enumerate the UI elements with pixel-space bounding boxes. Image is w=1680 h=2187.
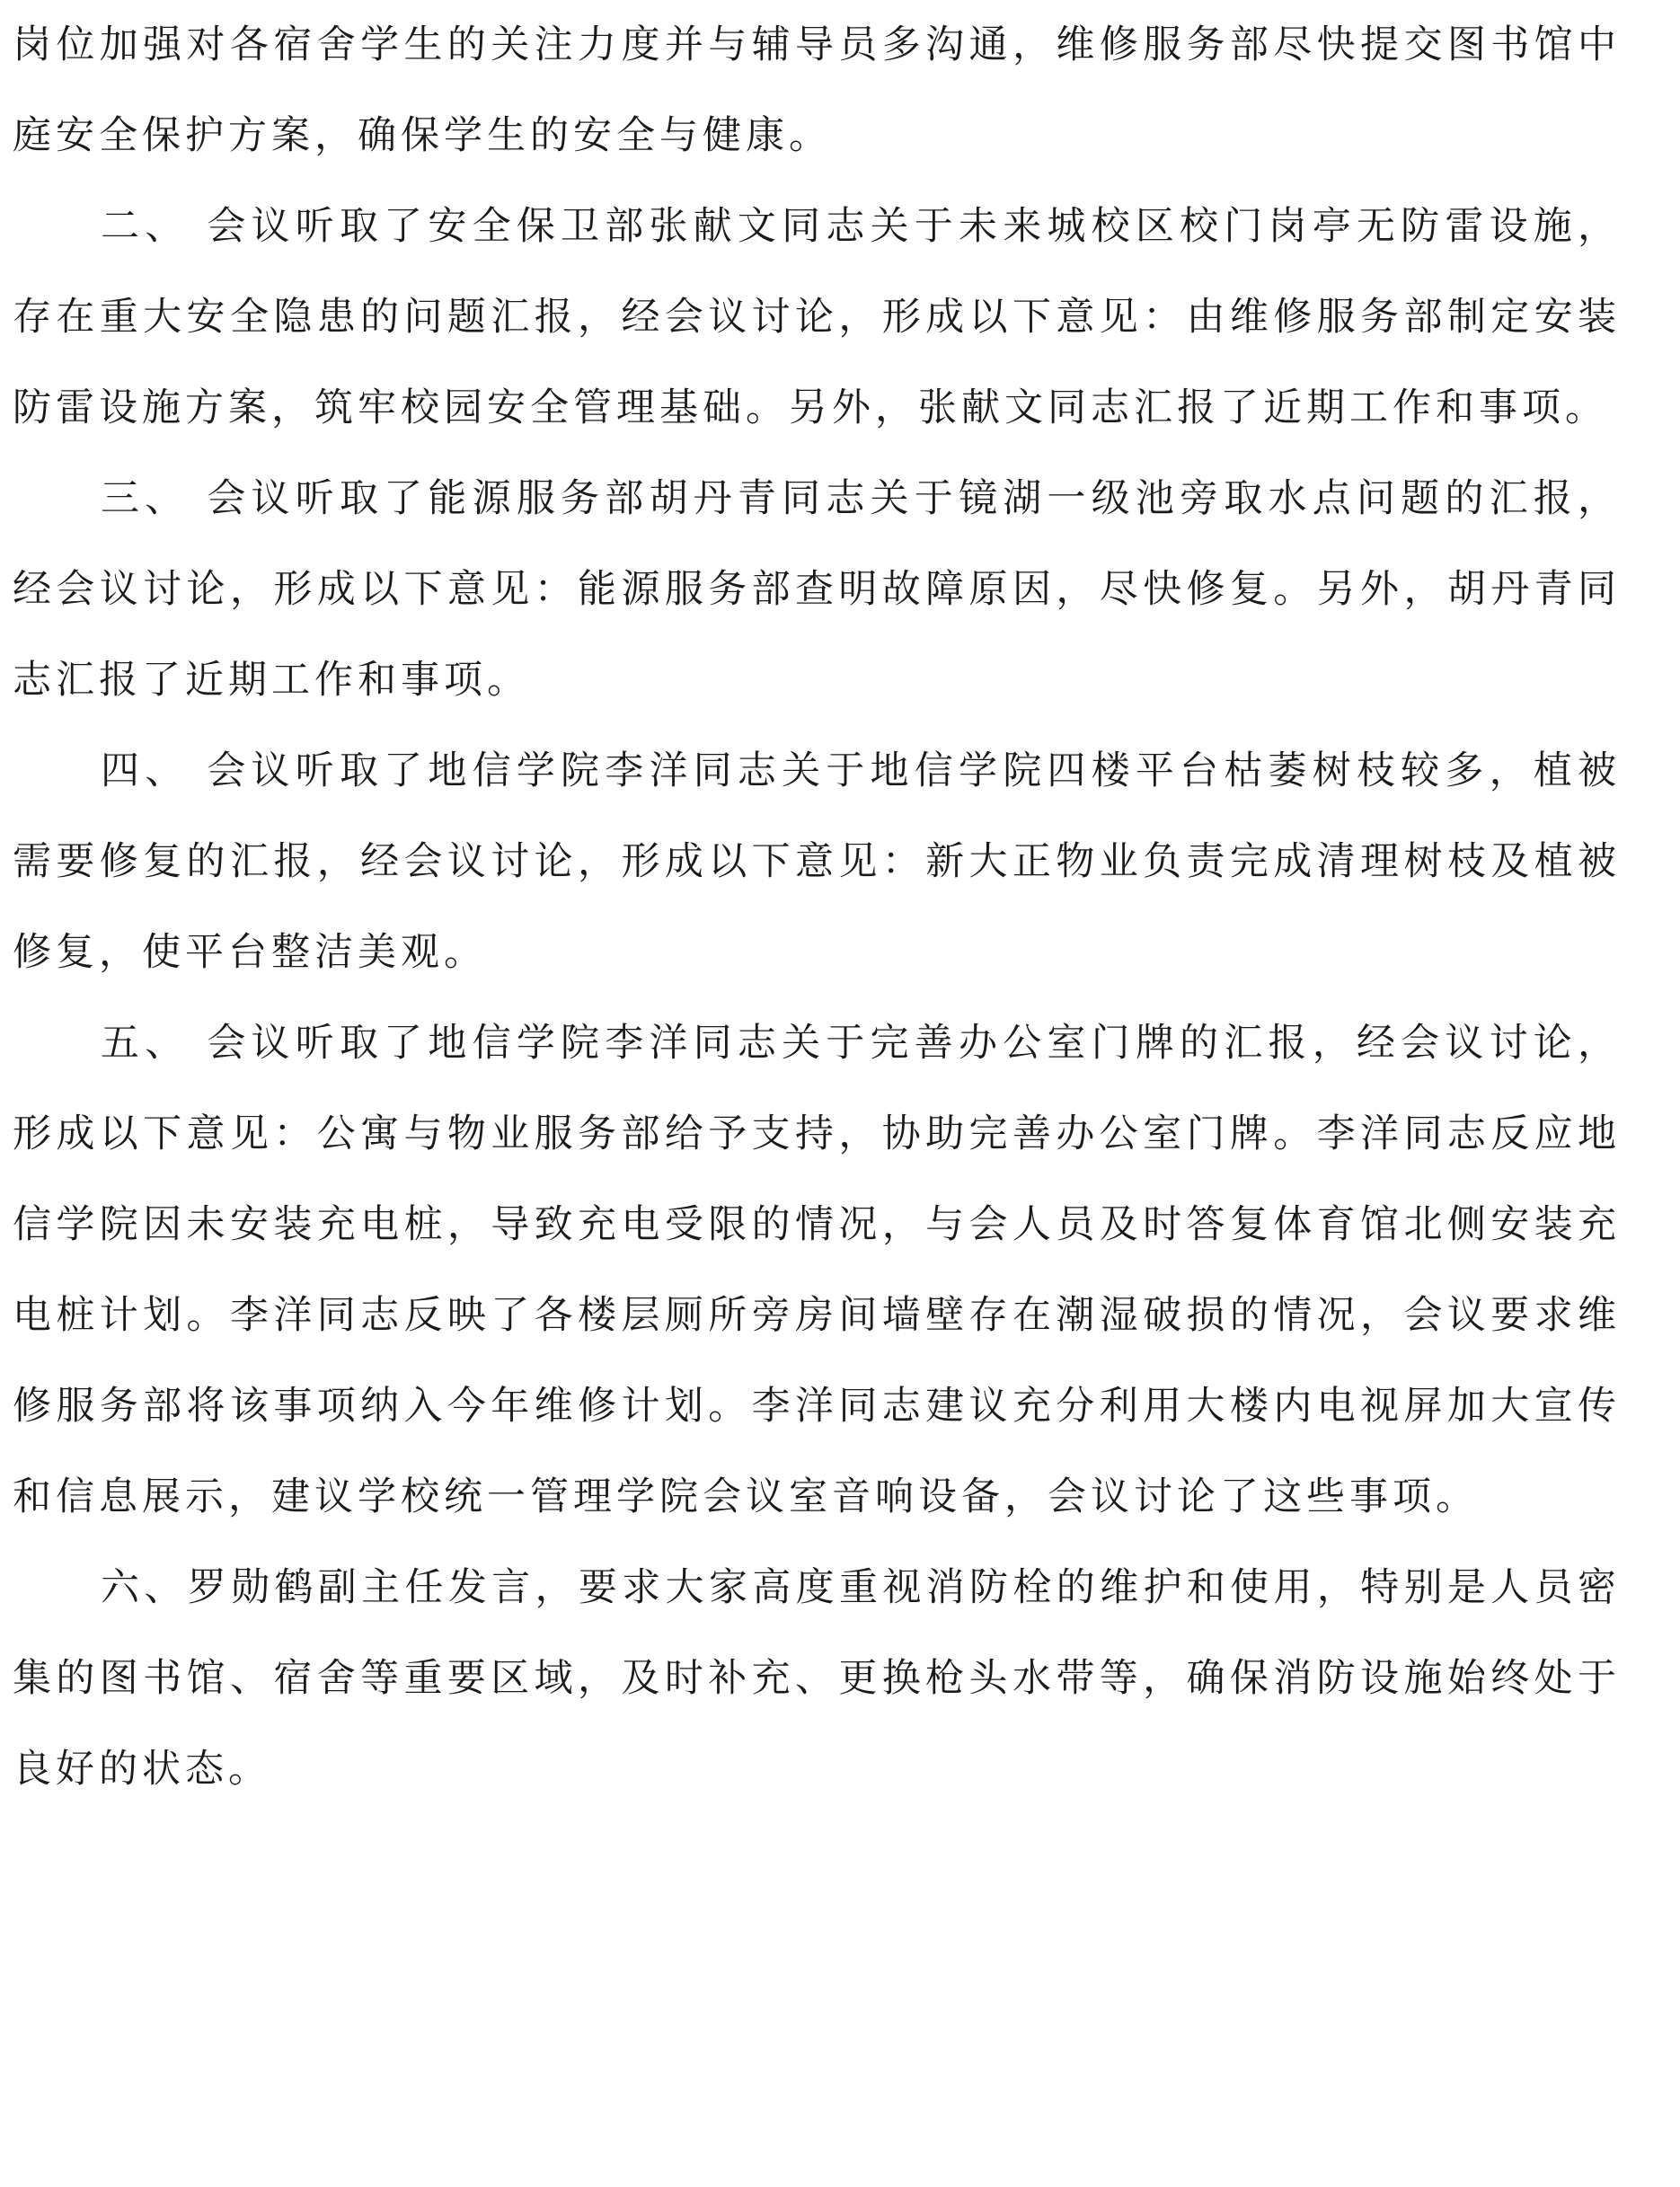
paragraph-continuation: 岗位加强对各宿舍学生的关注力度并与辅导员多沟通，维修服务部尽快提交图书馆中庭安全保护方案，确保学生的安全与健康。 [13,22,1621,158]
paragraph-item-3: 三、 会议听取了能源服务部胡丹青同志关于镜湖一级池旁取水点问题的汇报，经会议讨论，形成以下意见：能源服务部查明故障原因，尽快修复。另外，胡丹青同志汇报了近期工作和事项。 [13,476,1621,703]
paragraph-item-4: 四、 会议听取了地信学院李洋同志关于地信学院四楼平台枯萎树枝较多，植被需要修复的汇报，经会议讨论，形成以下意见：新大正物业负责完成清理树枝及植被修复，使平台整洁美观。 [13,748,1621,975]
document-body [13,0,1621,1815]
paragraph-item-6: 六、罗勋鹤副主任发言，要求大家高度重视消防栓的维护和使用，特别是人员密集的图书馆、宿舍等重要区域，及时补充、更换枪头水带等，确保消防设施始终处于良好的状态。 [13,1565,1621,1792]
paragraph-item-5: 五、 会议听取了地信学院李洋同志关于完善办公室门牌的汇报，经会议讨论，形成以下意见：公寓与物业服务部给予支持，协助完善办公室门牌。李洋同志反应地信学院因未安装充电桩，导致充电受限的情况，与会人员及时答复体育馆北侧安装充电桩计划。李洋同志反映了各楼层厕所旁房间墙壁存在潮湿破损的情况，会议要求维修服务部将该事项纳入今年维修计划。李洋同志建议充分利用大楼内电视屏加大宣传和信息展示，建议学校统一管理学院会议室音响设备，会议讨论了这些事项。 [13,1021,1621,1519]
paragraph-item-2: 二、 会议听取了安全保卫部张献文同志关于未来城校区校门岗亭无防雷设施，存在重大安全隐患的问题汇报，经会议讨论，形成以下意见：由维修服务部制定安装防雷设施方案，筑牢校园安全管理基础。另外，张献文同志汇报了近期工作和事项。 [13,204,1621,430]
